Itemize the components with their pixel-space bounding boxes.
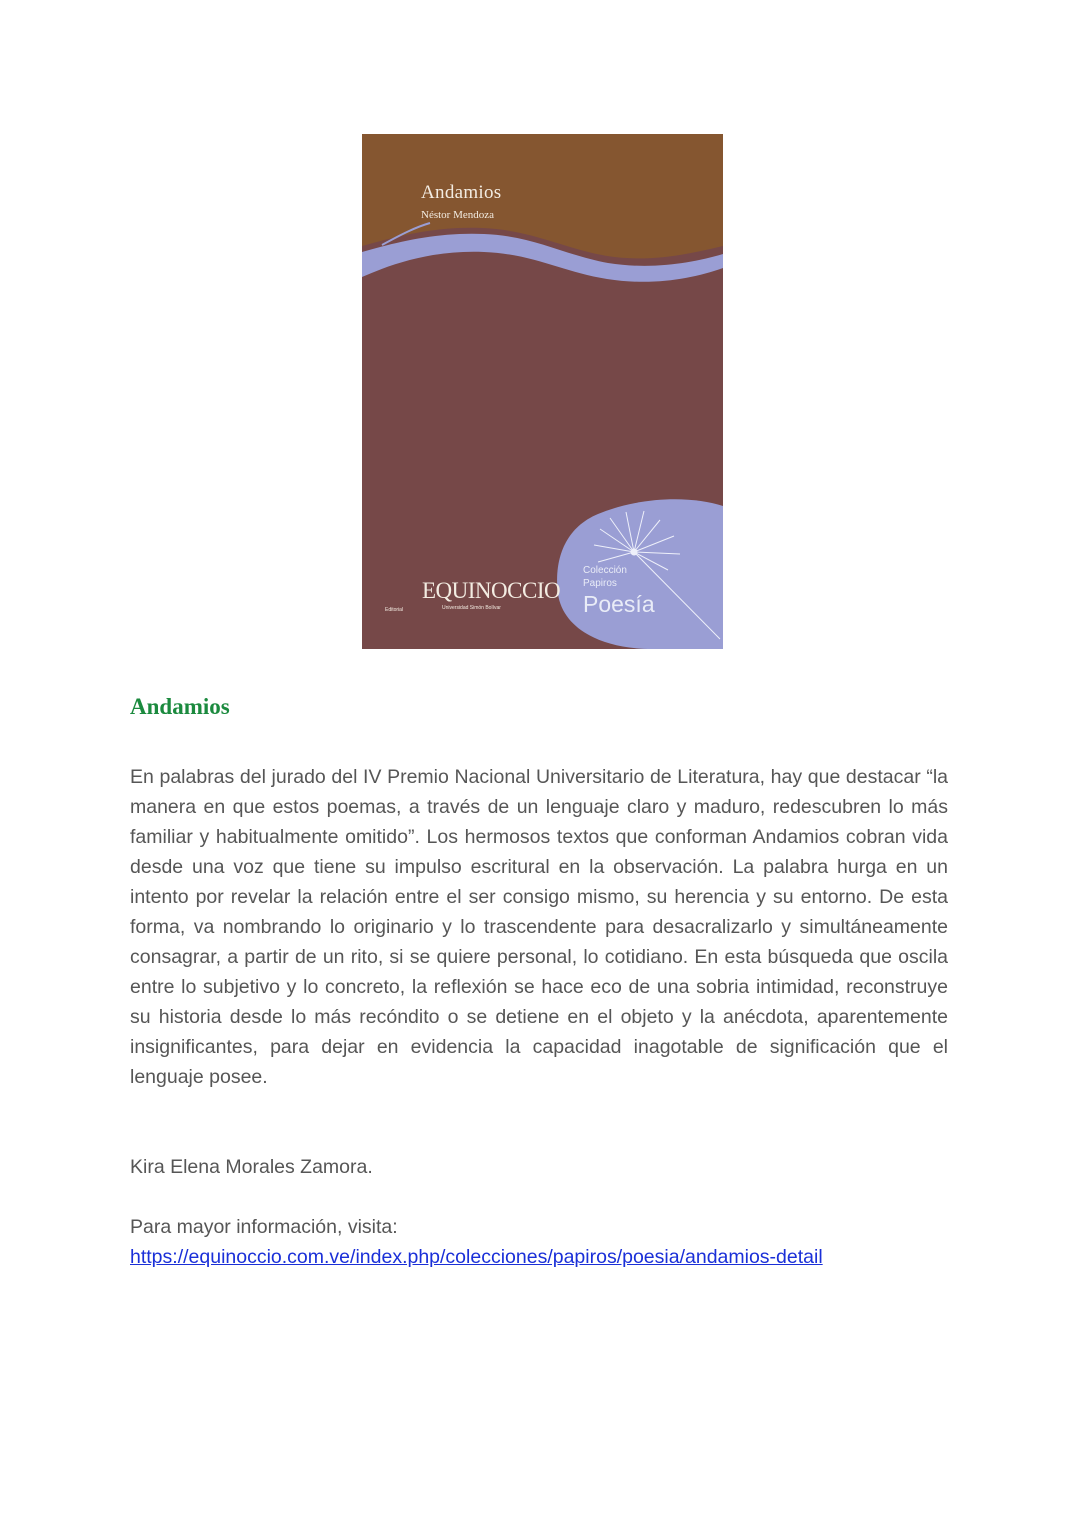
publisher-small-label: Editorial [385,607,404,613]
collection-line2: Papiros [583,578,617,589]
publisher-name: EQUINOCCIO [422,578,561,603]
cover-title: Andamios [421,182,502,203]
book-cover-image [362,134,723,649]
collection-line1: Colección [583,565,627,576]
reviewer-name: Kira Elena Morales Zamora. [130,1156,373,1178]
more-info-label: Para mayor información, visita: [130,1216,398,1238]
collection-label [583,564,655,617]
cover-author: Néstor Mendoza [421,209,495,221]
cover-artwork [362,134,723,649]
book-description: En palabras del jurado del IV Premio Nacional Universitario de Literatura, hay que destacar “la manera en que estos poemas, a través de un lenguaje claro y maduro, redescubren lo más familiar y habitualmente omitido”. Los hermosos textos que conforman Andamios cobran vida desde una voz que tiene su impulso escritural en la observación. La palabra hurga en un intento por revelar la relación entre el ser consigo mismo, su herencia y su entorno. De esta forma, va nombrando lo originario y lo trascendente para desacralizarlo y simultáneamente consagrar, a partir de un rito, si se quiere personal, lo cotidiano. En esta búsqueda que oscila entre lo subjetivo y lo concreto, la reflexión se hace eco de una sobria intimidad, reconstruye su historia desde lo más recóndito o se detiene en el objeto y la anécdota, aparentemente insignificantes, para dejar en evidencia la capacidad inagotable de significación que el lenguaje posee. [130,766,948,1088]
book-heading: Andamios [130,694,230,719]
collection-genre: Poesía [583,591,655,617]
publisher-tagline: Universidad Simón Bolívar [442,605,501,611]
book-detail-link[interactable]: https://equinoccio.com.ve/index.php/colecciones/papiros/poesia/andamios-detail [130,1246,823,1268]
more-info [130,1212,823,1272]
